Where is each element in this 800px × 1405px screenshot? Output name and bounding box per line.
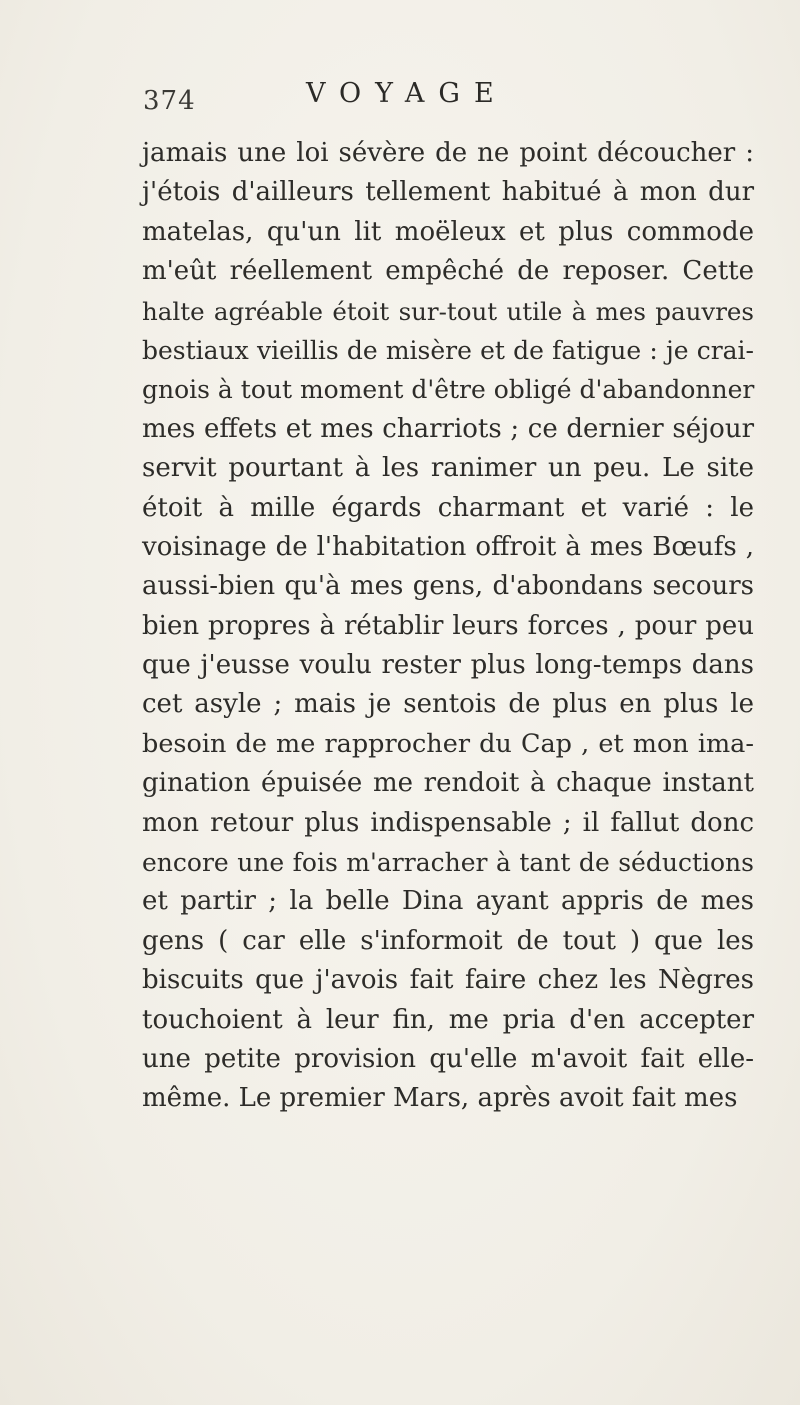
text-line: une petite provision qu'elle m'avoit fait elle- [142, 1043, 754, 1074]
text-line: mes effets et mes charriots ; ce dernier séjour [142, 413, 754, 444]
text-line: servit pourtant à les ranimer un peu. Le site [142, 453, 754, 484]
text-line: encore une fois m'arracher à tant de séductions [142, 848, 754, 878]
text-line: cet asyle ; mais je sentois de plus en plus le [142, 689, 754, 720]
text-line: et partir ; la belle Dina ayant appris de mes [142, 886, 754, 917]
text-line: gens ( car elle s'informoit de tout ) que les [142, 925, 754, 956]
text-line: touchoient à leur fin, me pria d'en accepter [142, 1004, 754, 1035]
page-number: 374 [143, 86, 196, 116]
text-line: bestiaux vieillis de misère et de fatigue : je crai- [142, 335, 754, 365]
text-line: j'étois d'ailleurs tellement habitué à mon dur [142, 177, 754, 208]
text-line: halte agréable étoit sur-tout utile à mes pauvres [142, 296, 754, 326]
text-line: biscuits que j'avois fait faire chez les Nègres [142, 965, 754, 996]
text-line: gnois à tout moment d'être obligé d'abandonner [142, 375, 755, 405]
text-line: aussi-bien qu'à mes gens, d'abondans secours [142, 571, 754, 602]
running-title: VOYAGE [306, 78, 508, 109]
text-line: même. Le premier Mars, après avoit fait mes [142, 1083, 738, 1114]
body-text [142, 134, 754, 1119]
text-line: mon retour plus indispensable ; il fallut donc [142, 807, 754, 838]
text-line: étoit à mille égards charmant et varié : le [142, 492, 754, 523]
text-line: que j'eusse voulu rester plus long-temps dans [142, 650, 754, 681]
text-line: besoin de me rapprocher du Cap , et mon ima- [142, 728, 754, 759]
text-line: gination épuisée me rendoit à chaque instant [142, 768, 754, 799]
text-line: bien propres à rétablir leurs forces , pour peu [142, 610, 754, 641]
text-line: m'eût réellement empêché de reposer. Cette [142, 256, 754, 287]
text-line: matelas, qu'un lit moëleux et plus commode [142, 216, 754, 247]
text-line: voisinage de l'habitation offroit à mes Bœufs , [142, 531, 754, 562]
text-line: jamais une loi sévère de ne point découcher : [142, 138, 754, 168]
page-header [143, 78, 743, 118]
